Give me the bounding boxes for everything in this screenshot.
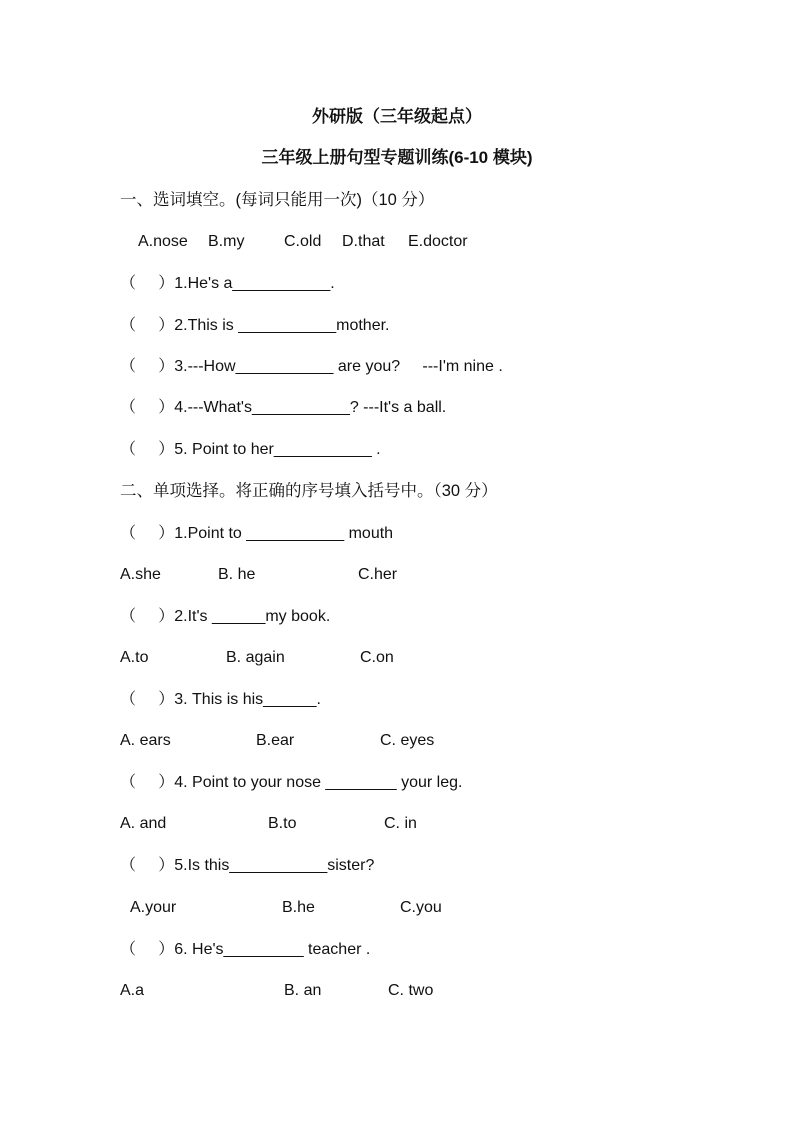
fill-question: （ ）2.This is ___________mother. [120,317,390,334]
fill-question: （ ）1.He's a___________. [120,275,335,292]
choice-option: A. ears [120,732,171,749]
word-bank-item: D.that [342,233,385,250]
choice-option: A.to [120,649,149,666]
choice-question: （ ）2.It's ______my book. [120,608,331,625]
word-bank-item: B.my [208,233,245,250]
document-title: 外研版（三年级起点） [312,107,482,126]
choice-option: A.she [120,566,161,583]
choice-option: C. in [384,815,417,832]
choice-option: B. he [218,566,256,583]
section2-heading: 二、单项选择。将正确的序号填入括号中。（30 分） [120,482,498,500]
choice-option: C. eyes [380,732,435,749]
choice-option: B. an [284,982,322,999]
word-bank-item: C.old [284,233,322,250]
choice-option: C.on [360,649,394,666]
choice-option: B.to [268,815,297,832]
choice-option: C.you [400,899,442,916]
choice-question: （ ）3. This is his______. [120,691,321,708]
choice-option: C. two [388,982,434,999]
word-bank-item: E.doctor [408,233,468,250]
fill-question: （ ）4.---What's___________? ---It's a ball. [120,399,447,416]
document-subtitle: 三年级上册句型专题训练(6-10 模块) [261,148,533,167]
choice-option: A.a [120,982,145,999]
choice-option: A.your [130,899,177,916]
choice-option: B.ear [256,732,295,749]
word-bank-item: A.nose [138,233,188,250]
section1-heading: 一、选词填空。(每词只能用一次)（10 分） [120,191,435,209]
choice-option: B.he [282,899,315,916]
choice-option: A. and [120,815,167,832]
fill-question: （ ）5. Point to her___________ . [120,441,381,458]
choice-question: （ ）6. He's_________ teacher . [120,941,371,958]
choice-question: （ ）1.Point to ___________ mouth [120,525,394,542]
fill-question: （ ）3.---How___________ are you? ---I'm nine . [120,358,503,375]
choice-option: B. again [226,649,285,666]
choice-option: C.her [358,566,398,583]
choice-question: （ ）5.Is this___________sister? [120,857,375,874]
choice-question: （ ）4. Point to your nose ________ your leg. [120,774,463,791]
